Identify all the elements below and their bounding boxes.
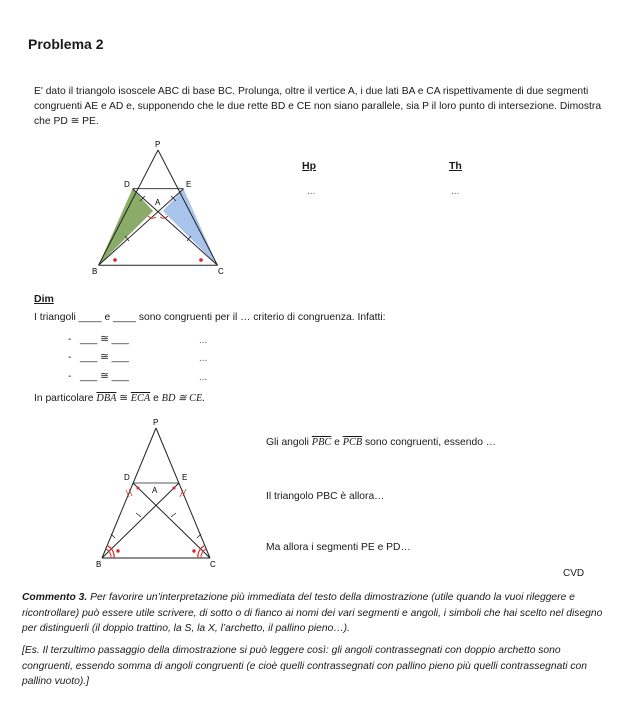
- label-b: B: [92, 267, 98, 276]
- hypothesis-label: Hp: [302, 160, 316, 172]
- example-note: [Es. Il terzultimo passaggio della dimostrazione si può leggere così: gli angoli contrassegnati con doppio archetto sono congruenti, essendo somma di angoli congruenti (e cioè quelli contrassegnati con pallino pieno più quelli contrassegnati con pallino vuoto).]: [22, 645, 587, 687]
- tick-e-2b: [183, 489, 186, 496]
- label-p-2: P: [153, 418, 159, 427]
- dot-e-2: [173, 487, 176, 490]
- label-c: C: [218, 267, 224, 276]
- congruence-row-3: - ___ ≅ ___: [68, 371, 129, 382]
- cvd-label: CVD: [563, 568, 585, 579]
- figure-2-triangle: [96, 418, 246, 568]
- congruence-reason-2: ...: [199, 353, 208, 364]
- segment-cd-2: [133, 483, 210, 558]
- tick-e-2a: [180, 490, 183, 497]
- label-a-2: A: [152, 486, 158, 495]
- thesis-body: ...: [451, 186, 460, 197]
- side-pb-2: [102, 428, 156, 558]
- congruence-reason-1: ...: [199, 335, 208, 346]
- congruence-reason-3: ...: [199, 372, 208, 383]
- problem-title: Problema 2: [28, 36, 104, 52]
- label-b-2: B: [96, 560, 102, 568]
- label-d-2: D: [124, 473, 130, 482]
- thesis-label: Th: [449, 160, 462, 172]
- triangles-sentence: I triangoli ____ e ____ sono congruenti per il … criterio di congruenza. Infatti:: [34, 312, 386, 323]
- label-e: E: [186, 180, 192, 189]
- dot-b-2: [116, 549, 119, 552]
- label-e-2: E: [182, 473, 188, 482]
- comment-3: Commento 3. Per favorire un’interpretazione più immediata del testo della dimostrazione (utile quando la vuoi rileggere e ricontrollare) può essere utile scrivere, di sotto o di fianco ai nomi dei vari segmenti e angoli, i simboli che hai scelto nel disegno per distinguerli (il doppio trattino, la S, la X, l’archetto, il pallino pieno…).: [22, 592, 603, 634]
- label-p: P: [155, 140, 161, 149]
- angle-dot-c: [199, 258, 203, 262]
- side-pc-2: [156, 428, 210, 558]
- label-a: A: [155, 198, 161, 207]
- angles-sentence: Gli angoli $\overline{PBC}$ e $\overline{PCB}$ sono congruenti, essendo …: [266, 437, 497, 448]
- hypothesis-body: ...: [307, 186, 316, 197]
- tick-ac-2: [171, 513, 176, 517]
- congruence-row-2: - ___ ≅ ___: [68, 352, 129, 363]
- dot-c-2: [192, 549, 195, 552]
- proof-label: Dim: [34, 293, 54, 305]
- segment-be-2: [102, 483, 179, 558]
- dot-d-2: [137, 487, 140, 490]
- problem-statement: E' dato il triangolo isoscele ABC di base BC. Prolunga, oltre il vertice A, i due lati BA e CA rispettivamente di due segmenti congruenti AE e AD e, supponendo che le due rette BD e CE non siano parallele, sia P il loro punto di intersezione. Dimostra che PD ≅ PE.: [34, 86, 602, 127]
- label-d: D: [124, 180, 130, 189]
- congruence-row-1: - ___ ≅ ___: [68, 334, 129, 345]
- segments-sentence: Ma allora i segmenti PE e PD…: [266, 542, 411, 553]
- in-particular-line: In particolare $\overline{DBA}$ ≅ $\overline{ECA}$ e BD ≅ CE.: [34, 393, 205, 404]
- triangle-pbc-sentence: Il triangolo PBC è allora…: [266, 491, 385, 502]
- tick-ab-2: [136, 513, 141, 517]
- figure-1-triangle: [88, 140, 238, 280]
- angle-dot-b: [113, 258, 117, 262]
- label-c-2: C: [210, 560, 216, 568]
